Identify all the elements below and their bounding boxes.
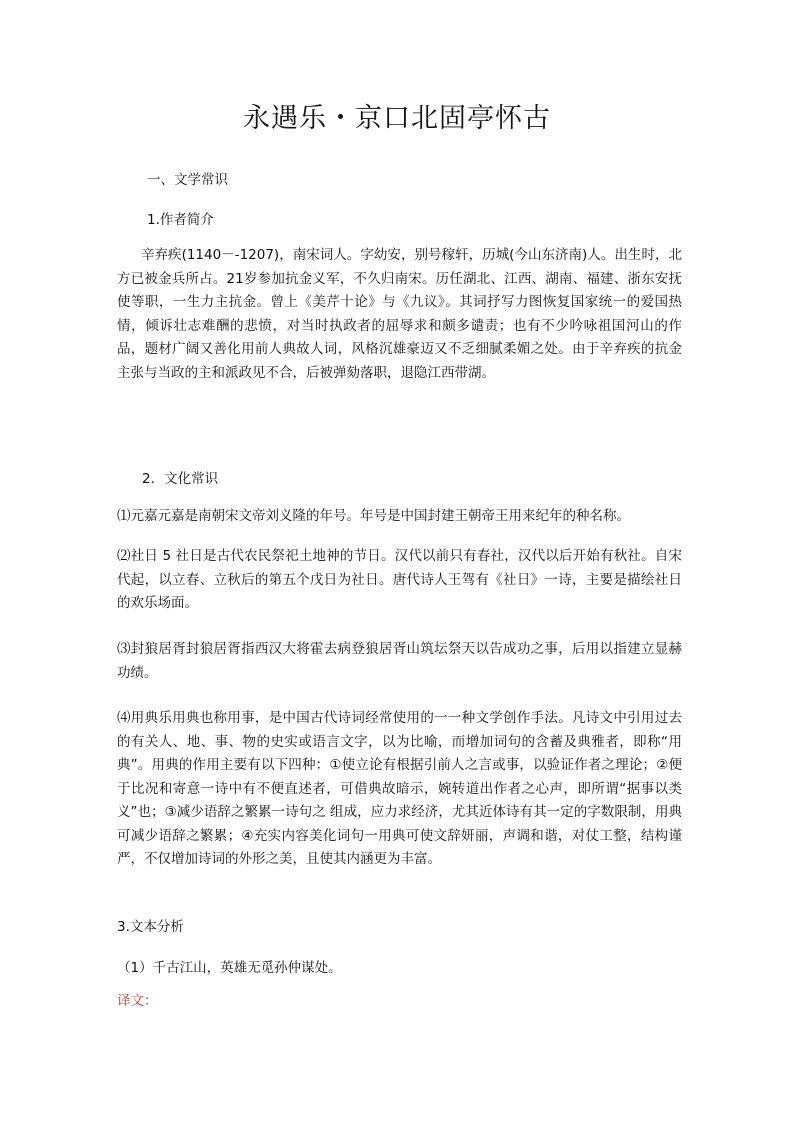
analysis-line-1: （1）千古江山，英雄无觅孙仲谋处。 [117, 960, 342, 976]
subheading-analysis: 3.文本分析 [117, 919, 184, 935]
culture-item-2: ⑵社日 5 社日是古代农民祭祀土地神的节日。汉代以前只有春社，汉代以后开始有秋社。自宋代起，以立春、立秋后的第五个戊日为社日。唐代诗人王驾有《社日》一诗，主要是描绘社日的欢乐场面。 [117, 548, 682, 611]
subheading-culture: 2．文化常识 [142, 471, 219, 487]
section-heading: 一、文学常识 [147, 172, 228, 188]
culture-item-4: ⑷用典乐用典也称用事，是中国古代诗词经常使用的一一种文学创作手法。凡诗文中引用过去的有关人、地、事、物的史实或语言文字，以为比喻，而增加词句的含蓄及典雅者，即称“用典”。用典的作用主要有以下四种：①使立论有根据引前人之言或事，以验证作者之理论；②便于比况和寄意一诗中有不便直述者，可借典故暗示，婉转道出作者之心声，即所谓“据事以类义”也；③减少语辞之繁累一诗句之 组成，应力求经济，尤其近体诗有其一定的字数限制，用典可减少语辞之繁累；④充实内容美化词句一用典可使文辞妍丽，声调和谐，对仗工整，结构谨严，不仅增加诗词的外形之美，且使其内涵更为丰富。 [117, 710, 682, 867]
subheading-author: 1.作者简介 [147, 212, 214, 228]
author-bio-paragraph: 辛弃疾(1140－-1207)，南宋词人。字幼安，别号稼轩，历城(今山东济南)人。出生时，北方已被金兵所占。21岁参加抗金义军，不久归南宋。历任湖北、江西、湖南、福建、浙东安抚使等职，一生力主抗金。曾上《美芹十论》与《九议》。其词抒写力图恢复国家统一的爱国热情，倾诉壮志难酬的悲愤，对当时执政者的屈辱求和颇多谴责；也有不少吟咏祖国河山的作品，题材广阔又善化用前人典故人词，风格沉雄豪迈又不乏细腻柔媚之处。由于辛弃疾的抗金主张与当政的主和派政见不合，后被弹劾落职，退隐江西带湖。 [117, 247, 682, 381]
culture-item-3: ⑶封狼居胥封狼居胥指西汉大将霍去病登狼居胥山筑坛祭天以告成功之事，后用以指建立显赫功绩。 [117, 641, 682, 681]
translation-label: 译文： [117, 993, 158, 1009]
culture-item-1: ⑴元嘉元嘉是南朝宋文帝刘义隆的年号。年号是中国封建王朝帝王用来纪年的种名称。 [117, 508, 630, 524]
document-title: 永遇乐・京口北固亭怀古 [243, 103, 551, 134]
